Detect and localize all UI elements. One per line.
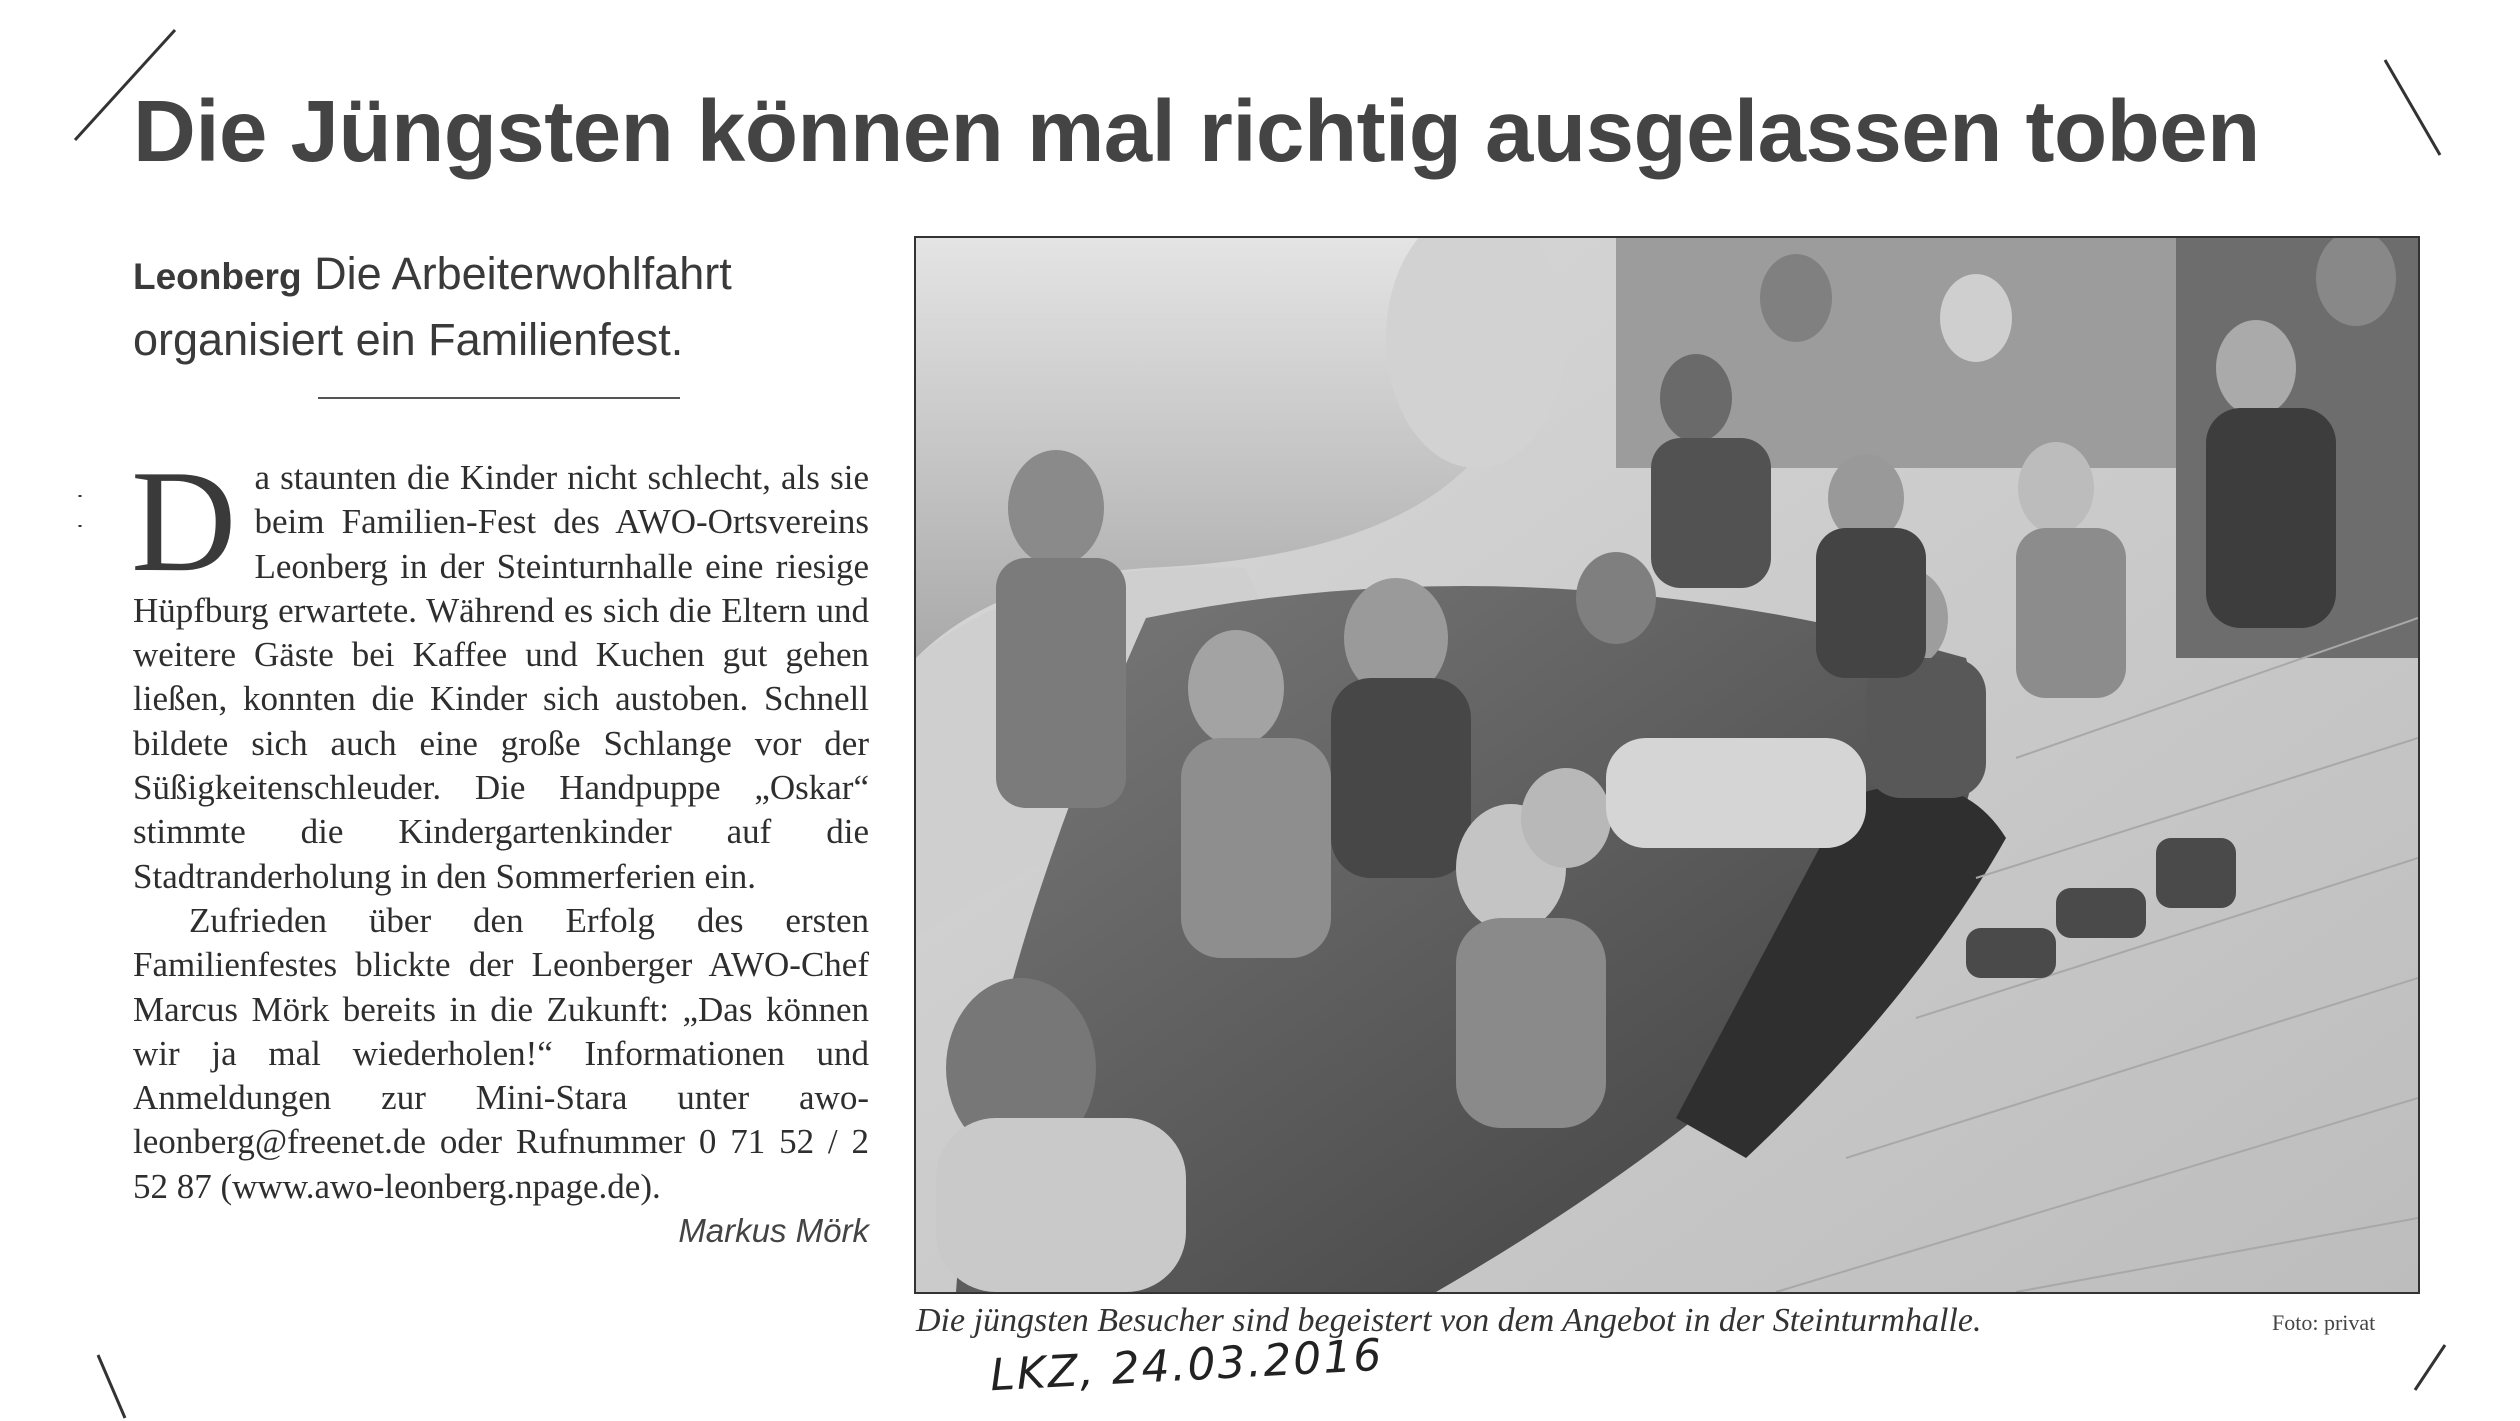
paragraph-1-text: a staunten die Kinder nicht schlecht, als sie beim Familien-Fest des AWO-Ortsvereins Leonberg in der Steinturnhalle eine riesige Hüpfburg erwartete. Während es sich die Eltern und weitere Gäste bei Kaffee und Kuchen gut gehen ließen, konnten die Kinder sich austoben. Schnell bildete sich auch eine große Schlange vor der Süßigkeitenschleuder. Die Handpuppe „Oskar“ stimmte die Kindergartenkinder auf die Stadtranderholung in den Sommerferien ein. [133, 458, 869, 896]
paragraph-1 [131, 440, 869, 899]
subheadline [133, 242, 873, 371]
photo-credit: Foto: privat [2272, 1310, 2376, 1335]
byline: Markus Mörk [678, 1211, 869, 1249]
paragraph-2 [133, 899, 869, 1253]
article-body [131, 440, 869, 1253]
photo-caption: Die jüngsten Besucher sind begeistert von dem Angebot in der Steinturmhalle. [916, 1302, 1982, 1339]
handwritten-note: LKZ, 24.03.2016 [988, 1329, 1385, 1402]
subheadline-text: Die Arbeiterwohlfahrt organisiert ein Familienfest. [133, 248, 732, 365]
location-label: Leonberg [133, 256, 302, 297]
article-photo [914, 236, 2420, 1294]
drop-cap: D [131, 440, 237, 602]
paragraph-2-text: Zufrieden über den Erfolg des ersten Familienfestes blickte der Leonberger AWO-Chef Marcus Mörk bereits in die Zukunft: „Das können wir ja mal wiederholen!“ Informationen und Anmeldungen zur Mini-Stara unter awo-leonberg@freenet.de oder Rufnummer 0 71 52 / 2 52 87 (www.awo-leonberg.npage.de). [133, 900, 869, 1206]
photo-image [916, 238, 2418, 1292]
headline: Die Jüngsten können mal richtig ausgelassen toben [133, 83, 2260, 180]
subhead-divider [318, 397, 680, 399]
